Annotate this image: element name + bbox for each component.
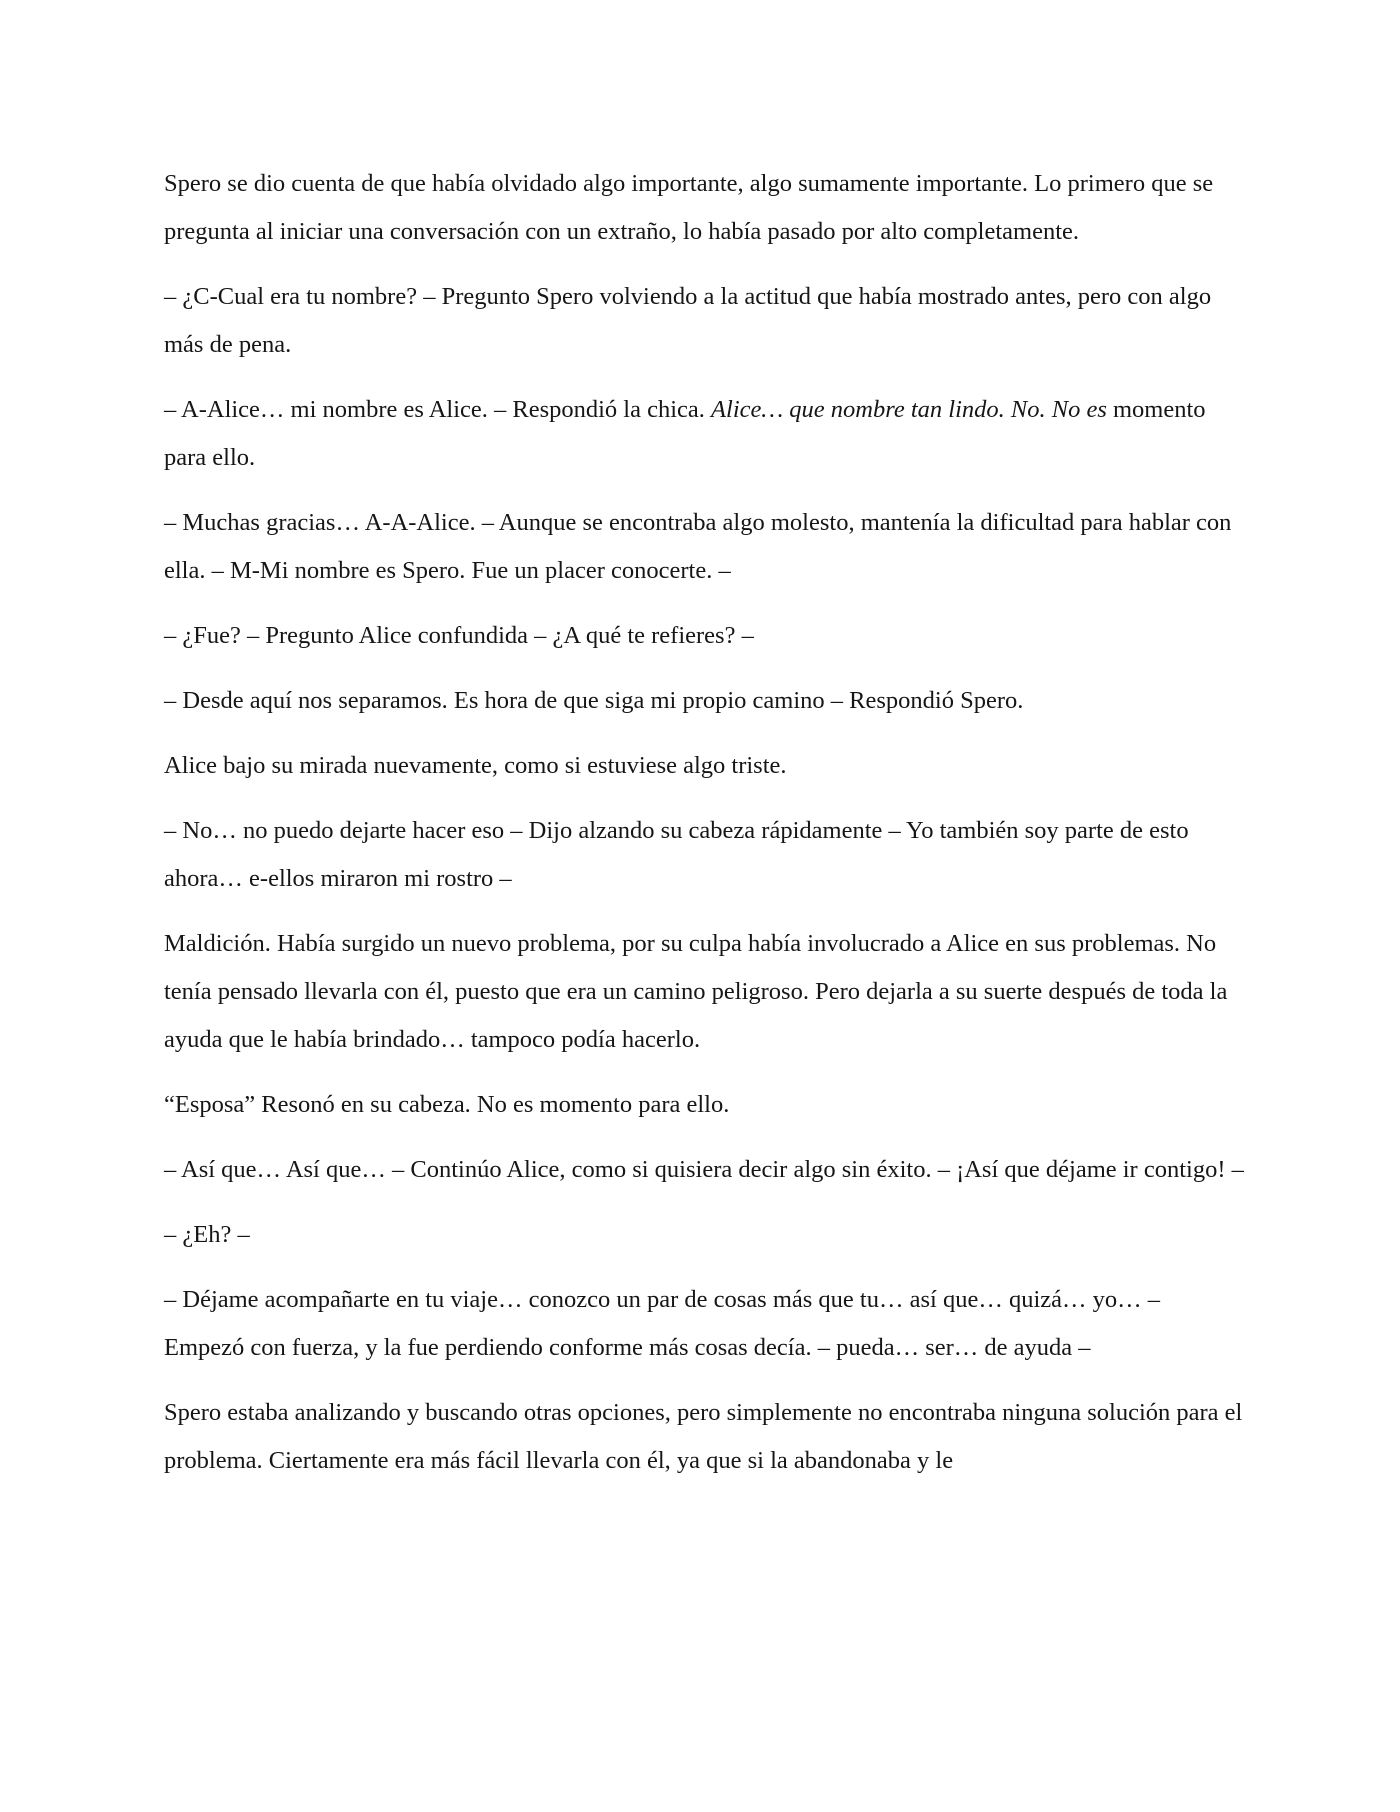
paragraph <box>164 1211 1244 1259</box>
paragraph <box>164 386 1244 482</box>
paragraph-text: Maldición. Había surgido un nuevo problema, por su culpa había involucrado a Alice en sus problemas. No tenía pensado llevarla con él, puesto que era un camino peligroso. Pero dejarla a su suerte después de toda la ayuda que le había brindado… tampoco podía hacerlo. <box>164 930 1228 1053</box>
paragraph <box>164 612 1244 660</box>
paragraph-text: – Déjame acompañarte en tu viaje… conozco un par de cosas más que tu… así que… quizá… yo… – Empezó con fuerza, y la fue perdiendo conforme más cosas decía. – pueda… ser… de ayuda – <box>164 1286 1161 1361</box>
paragraph <box>164 677 1244 725</box>
paragraph-text: – No… no puedo dejarte hacer eso – Dijo alzando su cabeza rápidamente – Yo también soy parte de esto ahora… e-ellos miraron mi rostro – <box>164 817 1189 892</box>
paragraph-text: – Así que… Así que… – Continúo Alice, como si quisiera decir algo sin éxito. – ¡Así que déjame ir contigo! – <box>164 1156 1244 1183</box>
document-body <box>164 160 1244 1502</box>
paragraph <box>164 1389 1244 1485</box>
paragraph-text: Spero estaba analizando y buscando otras opciones, pero simplemente no encontraba ninguna solución para el problema. Ciertamente era más fácil llevarla con él, ya que si la abandonaba y le <box>164 1399 1243 1474</box>
paragraph <box>164 920 1244 1064</box>
paragraph <box>164 160 1244 256</box>
paragraph-text: Spero se dio cuenta de que había olvidado algo importante, algo sumamente importante. Lo primero que se pregunta al iniciar una conversación con un extraño, lo había pasado por alto completamente. <box>164 170 1214 245</box>
paragraph <box>164 807 1244 903</box>
paragraph <box>164 1276 1244 1372</box>
italic-thought-text: Alice… que nombre tan lindo. No. No es <box>711 396 1107 423</box>
paragraph-text: – Desde aquí nos separamos. Es hora de que siga mi propio camino – Respondió Spero. <box>164 687 1024 714</box>
paragraph <box>164 499 1244 595</box>
paragraph <box>164 1146 1244 1194</box>
paragraph-text: – Muchas gracias… A-A-Alice. – Aunque se encontraba algo molesto, mantenía la dificultad para hablar con ella. – M-Mi nombre es Spero. Fue un placer conocerte. – <box>164 509 1232 584</box>
paragraph-text: – ¿Eh? – <box>164 1221 250 1248</box>
paragraph-text: Alice bajo su mirada nuevamente, como si estuviese algo triste. <box>164 752 787 779</box>
paragraph-text: – ¿Fue? – Pregunto Alice confundida – ¿A qué te refieres? – <box>164 622 754 649</box>
paragraph-text: – ¿C-Cual era tu nombre? – Pregunto Spero volviendo a la actitud que había mostrado antes, pero con algo más de pena. <box>164 283 1212 358</box>
paragraph <box>164 1081 1244 1129</box>
paragraph <box>164 742 1244 790</box>
paragraph-text: momento para ello. <box>164 396 1206 471</box>
paragraph <box>164 273 1244 369</box>
paragraph-text: – A-Alice… mi nombre es Alice. – Respondió la chica. <box>164 396 712 423</box>
paragraph-text: “Esposa” Resonó en su cabeza. No es momento para ello. <box>164 1091 730 1118</box>
